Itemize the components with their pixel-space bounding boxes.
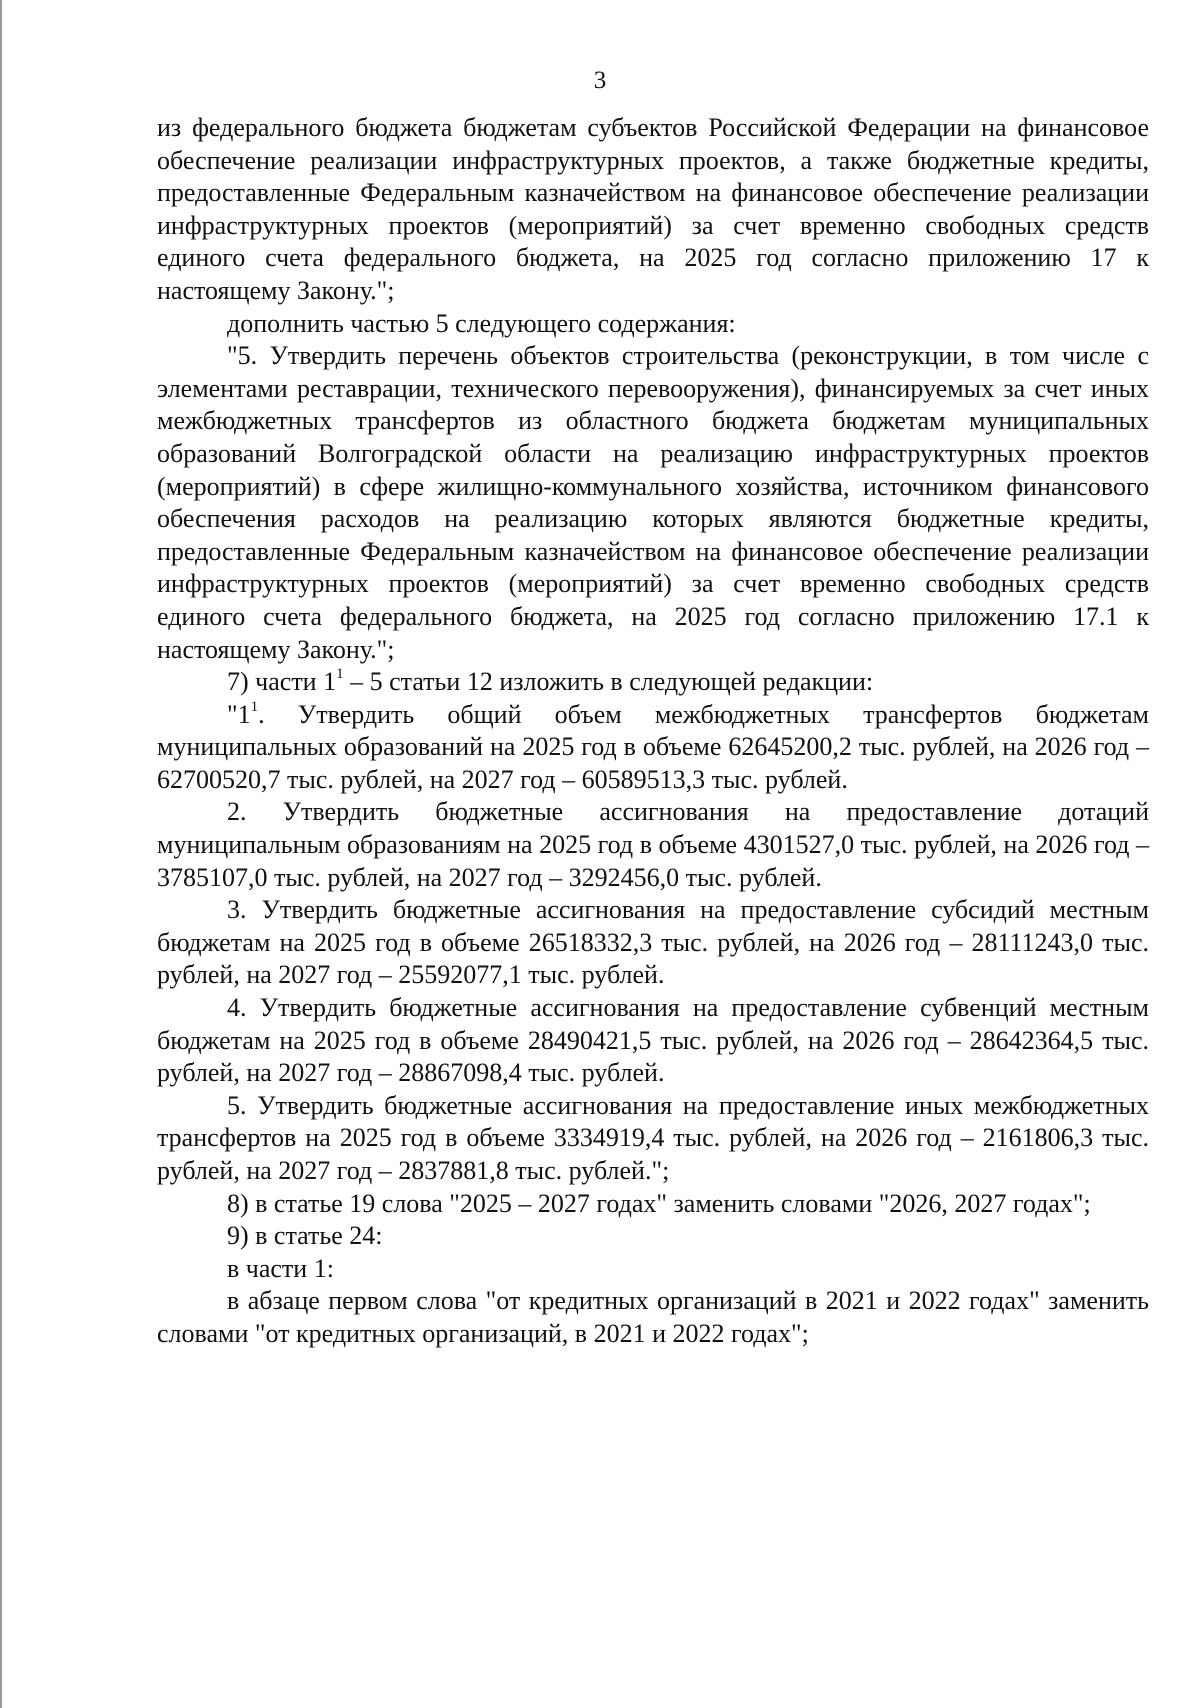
item-7-prefix: 7) части 1: [227, 667, 337, 697]
paragraph-continuation: из федерального бюджета бюджетам субъектов Российской Федерации на финансовое обеспечение реализации инфраструктурных проектов, а также бюджетные кредиты, предоставленные Федеральным казначейством на финансовое обеспечение реализации инфраструктурных проектов (мероприятий) за счет временно свободных средств единого счета федерального бюджета, на 2025 год согласно приложению 17 к настоящему Закону.";: [157, 113, 1149, 305]
paragraph-item-8: 8) в статье 19 слова "2025 – 2027 годах" заменить словами "2026, 2027 годах";: [227, 1188, 1091, 1218]
paragraph-part-3: 3. Утвердить бюджетные ассигнования на предоставление субсидий местным бюджетам на 2025 год в объеме 26518332,3 тыс. рублей, на 2026 год – 28111243,0 тыс. рублей, на 2027 год – 25592077,1 тыс. рублей.: [157, 895, 1149, 990]
paragraph-part-4: 4. Утвердить бюджетные ассигнования на предоставление субвенций местным бюджетам на 2025 год в объеме 28490421,5 тыс. рублей, на 2026 год – 28642364,5 тыс. рублей, на 2027 год – 28867098,4 тыс. рублей.: [157, 993, 1149, 1088]
part-1-1-superscript: 1: [250, 699, 259, 716]
item-7-superscript: 1: [336, 666, 344, 683]
paragraph-in-part-1: в части 1:: [227, 1253, 334, 1283]
paragraph-item-7: [157, 666, 1149, 699]
paragraph-part-1-1: [157, 699, 1149, 797]
page-number: 3: [593, 67, 607, 94]
part-1-1-prefix: "1: [227, 699, 251, 729]
paragraph-first-abzac: в абзаце первом слова "от кредитных организаций в 2021 и 2022 годах" заменить словами "от кредитных организаций, в 2021 и 2022 годах";: [157, 1286, 1149, 1348]
document-body: [157, 112, 1149, 1351]
part-1-1-suffix: . Утвердить общий объем межбюджетных трансфертов бюджетам муниципальных образований на 2025 год в объеме 62645200,2 тыс. рублей, на 2026 год – 62700520,7 тыс. рублей, на 2027 год – 60589513,3 тыс. рублей.: [157, 699, 1149, 794]
paragraph-part-5: "5. Утвердить перечень объектов строительства (реконструкции, в том числе с элементами реставрации, технического перевооружения), финансируемых за счет иных межбюджетных трансфертов из областного бюджета бюджетам муниципальных образований Волгоградской области на реализацию инфраструктурных проектов (мероприятий) в сфере жилищно-коммунального хозяйства, источником финансового обеспечения расходов на реализацию которых являются бюджетные кредиты, предоставленные Федеральным казначейством на финансовое обеспечение реализации инфраструктурных проектов (мероприятий) за счет временно свободных средств единого счета федерального бюджета, на 2025 год согласно приложению 17.1 к настоящему Закону.";: [157, 341, 1149, 664]
paragraph-add-part-5: дополнить частью 5 следующего содержания:: [227, 308, 736, 338]
item-7-suffix: – 5 статьи 12 изложить в следующей редакции:: [343, 667, 874, 697]
paragraph-part-5-transfers: 5. Утвердить бюджетные ассигнования на предоставление иных межбюджетных трансфертов на 2025 год в объеме 3334919,4 тыс. рублей, на 2026 год – 2161806,3 тыс. рублей, на 2027 год – 2837881,8 тыс. рублей.";: [157, 1090, 1149, 1185]
paragraph-part-2: 2. Утвердить бюджетные ассигнования на предоставление дотаций муниципальным образованиям на 2025 год в объеме 4301527,0 тыс. рублей, на 2026 год – 3785107,0 тыс. рублей, на 2027 год – 3292456,0 тыс. рублей.: [157, 797, 1149, 892]
page-left-edge: [0, 0, 2, 1708]
paragraph-item-9: 9) в статье 24:: [227, 1221, 383, 1251]
